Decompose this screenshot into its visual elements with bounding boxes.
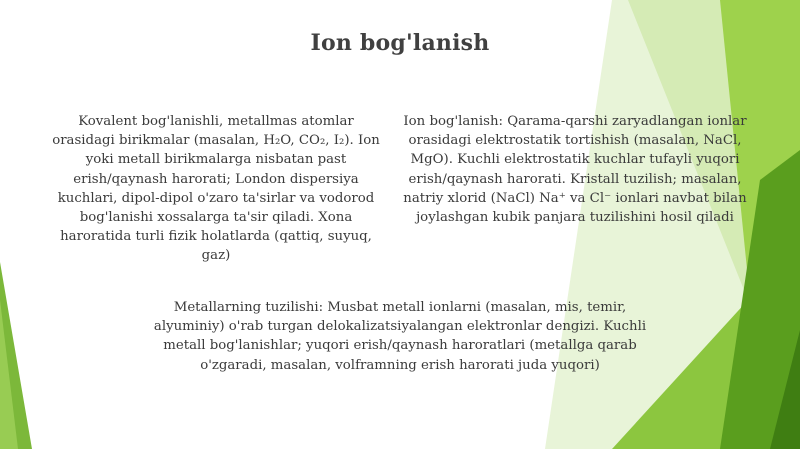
right-text-block: Ion bog'lanish: Qarama-qarshi zaryadlangan ionlar orasidagi elektrostatik tortishish (masalan, NaCl, MgO). Kuchli elektrostatik kuchlar tufayli yuqori erish/qaynash harorati. Kristall tuzilish; masalan, natriy xlorid (NaCl) Na⁺ va Cl⁻ ionlari navbat bilan joylashgan kubik panjara tuzilishini hosil qiladi: [403, 114, 747, 226]
slide-title: Ion bog'lanish: [310, 30, 490, 56]
left-text-block: Kovalent bog'lanishli, metallmas atomlar orasidagi birikmalar (masalan, H₂O, CO₂, I₂). Ion yoki metall birikmalarga nisbatan past erish/qaynash harorati; London dispersiya kuchlari, dipol-dipol o'zaro ta'sirlar va vodorod bog'lanishi xossalarga ta'sir qiladi. Xona haroratida turli fizik holatlarda (qattiq, suyuq, gaz): [52, 114, 380, 264]
bottom-text-block: Metallarning tuzilishi: Musbat metall ionlarni (masalan, mis, temir, alyuminiy) o'rab turgan delokalizatsiyalangan elektronlar dengizi. Kuchli metall bog'lanishlar; yuqori erish/qaynash haroratlari (metallga qarab o'zgaradi, masalan, volframning erish harorati juda yuqori): [153, 300, 647, 373]
